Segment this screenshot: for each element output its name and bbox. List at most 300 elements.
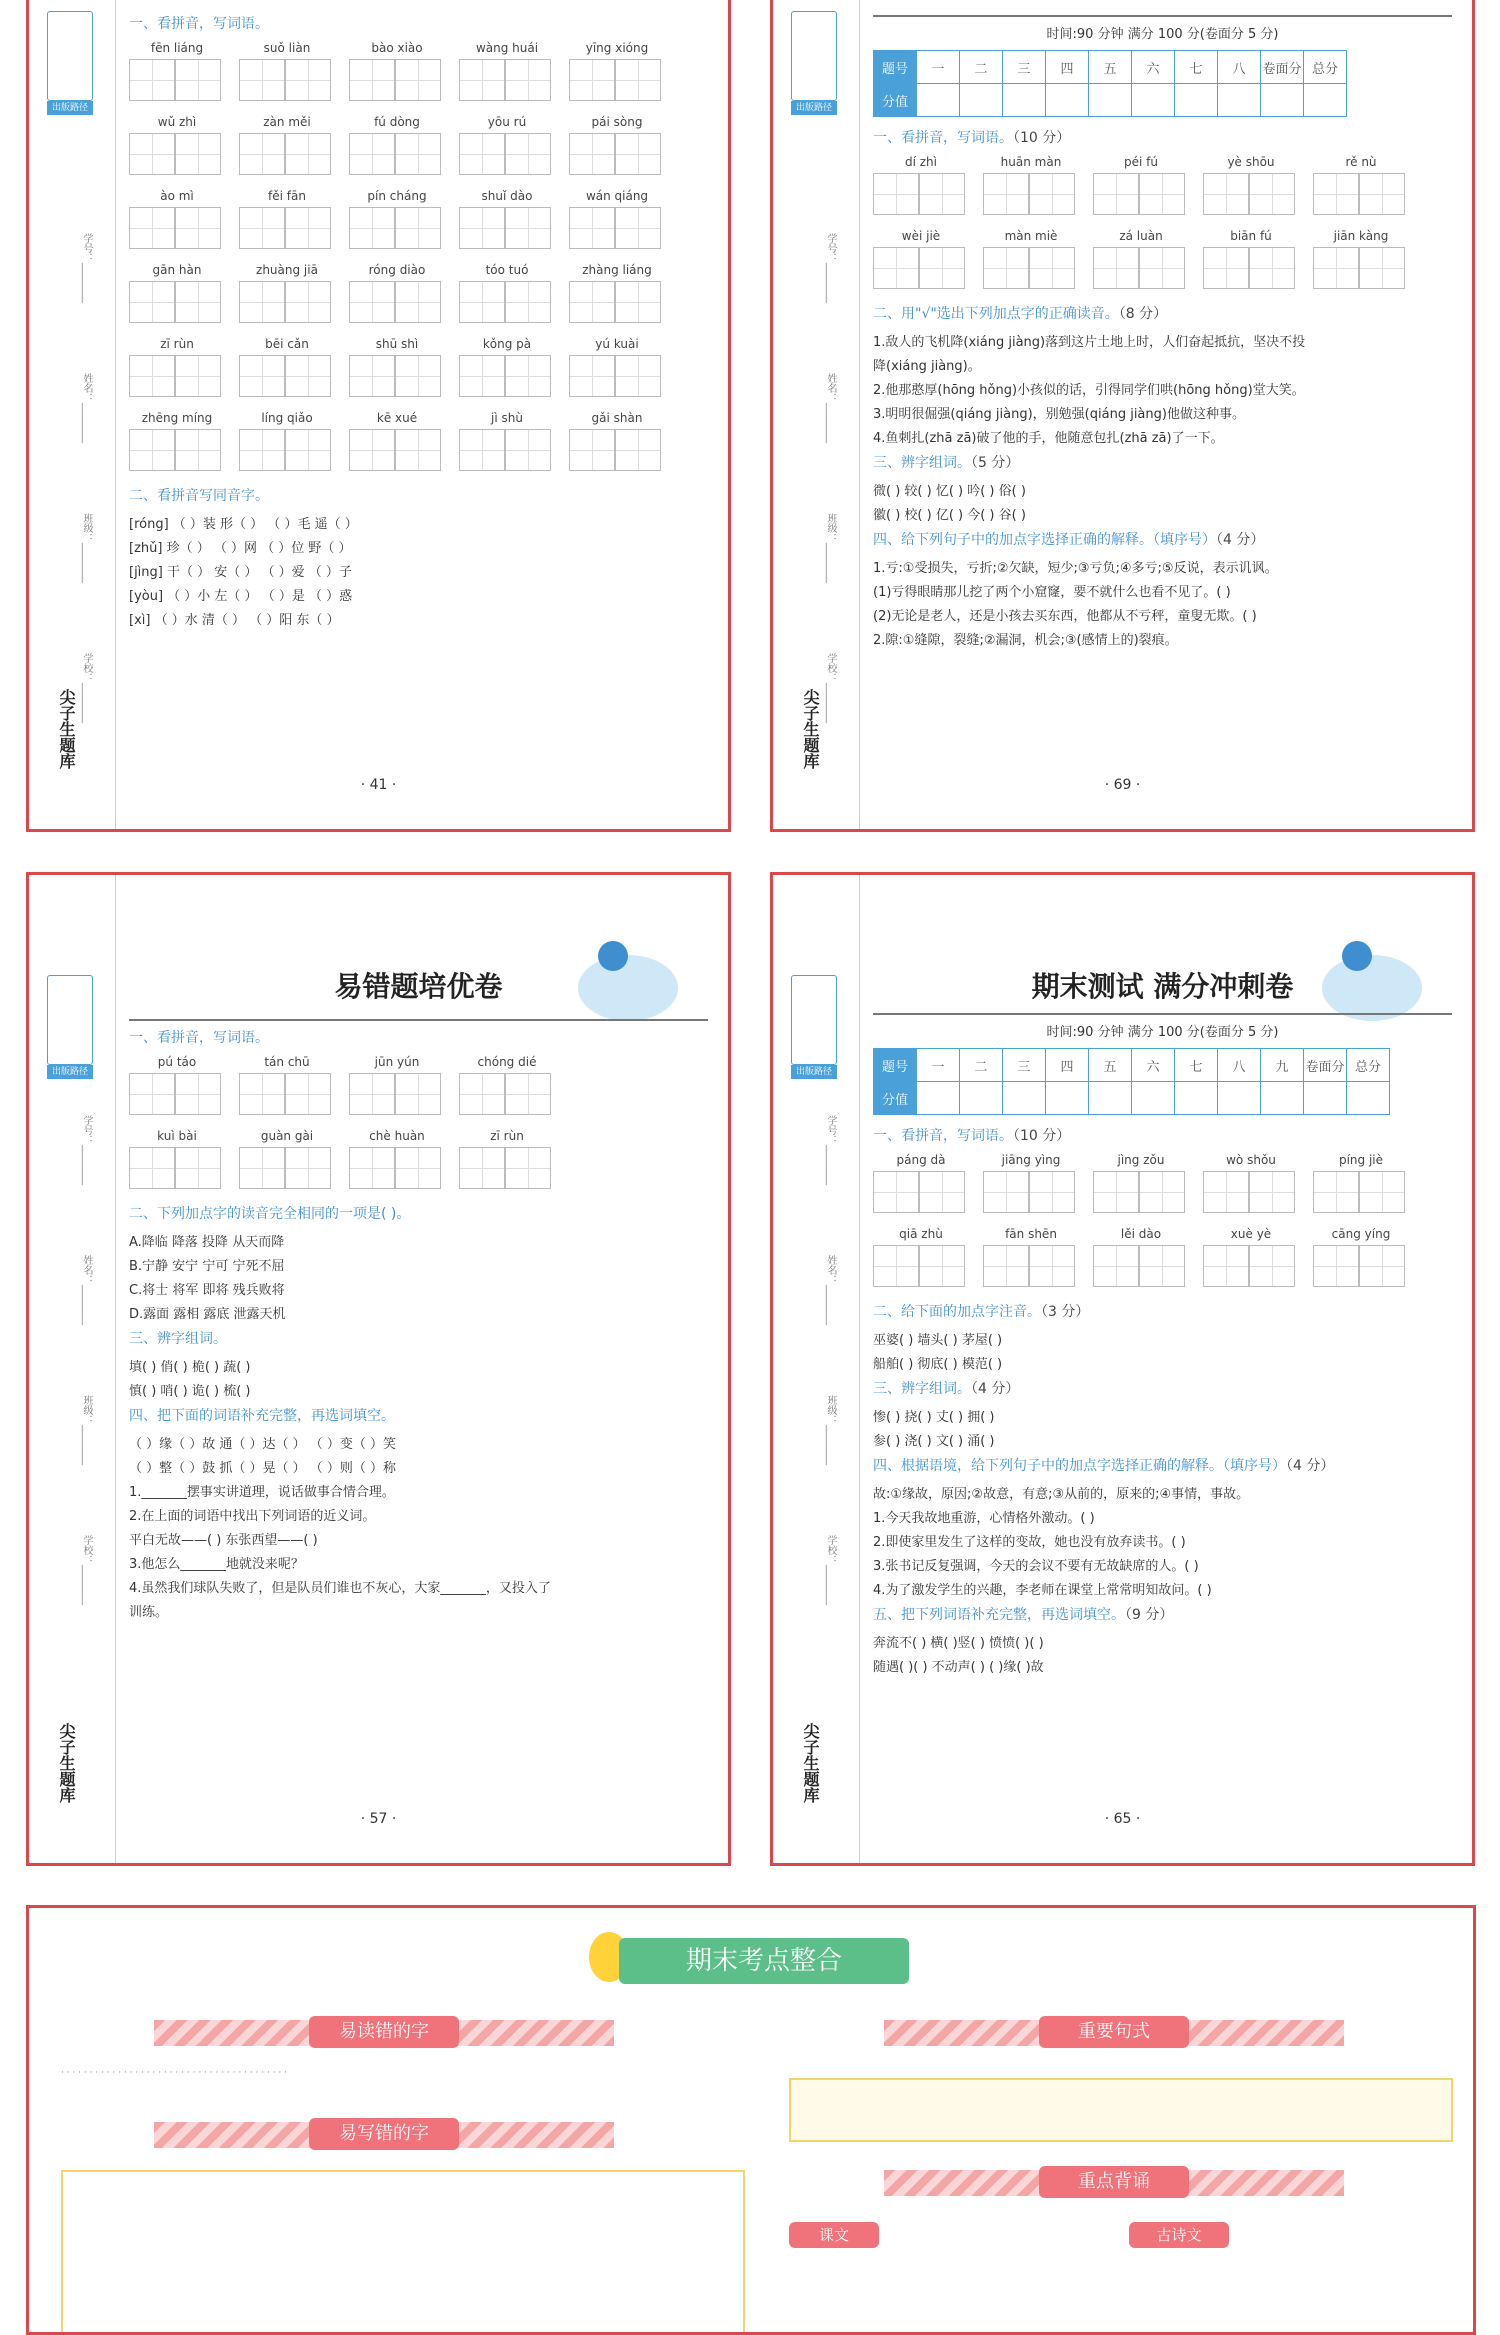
- pinyin-label: péi fú: [1124, 155, 1158, 169]
- spine-note-box: [791, 11, 837, 101]
- pinyin-label: lěi dào: [1120, 1227, 1162, 1241]
- pinyin-cell: [349, 1055, 445, 1115]
- writing-boxes[interactable]: [459, 133, 555, 175]
- pinyin-cell: [239, 1129, 335, 1189]
- question-line: 巫婆( ) 墙头( ) 茅屋( ): [873, 1333, 1003, 1348]
- spine-field-label: 学号：________: [81, 233, 92, 303]
- writing-boxes[interactable]: [349, 281, 445, 323]
- spine-brand: 尖子生题库: [57, 689, 76, 769]
- question-line: B.宁静 安宁 宁可 宁死不屈: [129, 1259, 285, 1274]
- writing-boxes[interactable]: [239, 1073, 335, 1115]
- word-group-lines: [129, 1356, 708, 1399]
- spine-brand: 尖子生题库: [801, 1723, 820, 1803]
- pinyin-label: bēi cǎn: [265, 337, 309, 351]
- pinyin-cell: [1313, 229, 1409, 289]
- score-header-cell: 五: [1089, 1049, 1132, 1082]
- writing-boxes[interactable]: [239, 281, 335, 323]
- writing-boxes[interactable]: [1203, 1171, 1299, 1213]
- score-value-cell[interactable]: [1003, 84, 1046, 117]
- question-line: 故:①缘故，原因;②故意，有意;③从前的，原来的;④事情，事故。: [873, 1487, 1250, 1502]
- score-value-cell[interactable]: [1132, 84, 1175, 117]
- pinyin-label: biān fú: [1230, 229, 1272, 243]
- score-header-cell: 卷面分: [1304, 1049, 1347, 1082]
- writing-boxes[interactable]: [239, 133, 335, 175]
- pinyin-cell: [239, 1055, 335, 1115]
- pinyin-cell: [239, 411, 335, 471]
- writing-boxes[interactable]: [239, 1147, 335, 1189]
- word-group-lines: [873, 1406, 1452, 1449]
- page-content: [873, 875, 1452, 1863]
- score-header-cell: 总分: [1347, 1049, 1390, 1082]
- pinyin-label: zhuàng jiā: [256, 263, 318, 277]
- score-header-cell: 八: [1218, 1049, 1261, 1082]
- score-header-cell: 四: [1046, 51, 1089, 84]
- writing-boxes[interactable]: [129, 355, 225, 397]
- tab-label: 课文: [789, 2222, 879, 2248]
- writing-boxes[interactable]: [983, 247, 1079, 289]
- writing-boxes[interactable]: [349, 207, 445, 249]
- question-line: [yòu] （ ）小 左（ ） （ ）是 （ ）惑: [129, 589, 353, 604]
- question-line: 微( ) 较( ) 忆( ) 吟( ) 俗( ): [873, 484, 1026, 499]
- score-header-cell: 七: [1175, 1049, 1218, 1082]
- pinyin-row: [129, 189, 708, 249]
- pinyin-label: fān shēn: [1005, 1227, 1057, 1241]
- question-line: 徽( ) 校( ) 亿( ) 今( ) 谷( ): [873, 508, 1026, 523]
- score-header-cell: 题号: [874, 1049, 917, 1082]
- section-heading: 一、看拼音，写词语。（10 分）: [873, 130, 1071, 146]
- writing-boxes[interactable]: [569, 281, 665, 323]
- pinyin-cell: [129, 263, 225, 323]
- worksheet-page-57: [26, 872, 731, 1866]
- pinyin-label: jiāng yìng: [1001, 1153, 1061, 1167]
- pinyin-cell: [459, 189, 555, 249]
- score-header-cell: 卷面分: [1261, 51, 1304, 84]
- page-number: · 41 ·: [360, 777, 397, 793]
- exam-header: 时间:90 分钟 满分 100 分(卷面分 5 分): [873, 15, 1452, 42]
- pinyin-cell: [459, 337, 555, 397]
- pinyin-row: [873, 1153, 1452, 1213]
- writing-boxes[interactable]: [1203, 173, 1299, 215]
- question-line: （ ）整（ ）鼓 抓（ ）晃（ ） （ ）则（ ）称: [129, 1461, 397, 1476]
- score-value-cell[interactable]: [1003, 1082, 1046, 1115]
- page-content: [129, 875, 708, 1863]
- score-value-cell[interactable]: [917, 1082, 960, 1115]
- writing-boxes[interactable]: [129, 59, 225, 101]
- pinyin-cell: [129, 1129, 225, 1189]
- score-header-cell: 一: [917, 51, 960, 84]
- question-line: 1.亏:①受损失，亏折;②欠缺，短少;③亏负;④多亏;⑤反说，表示讥讽。: [873, 561, 1278, 576]
- writing-boxes[interactable]: [569, 429, 665, 471]
- score-value-cell[interactable]: [1089, 84, 1132, 117]
- section-pill: 易写错的字: [309, 2118, 459, 2150]
- writing-boxes[interactable]: [459, 281, 555, 323]
- pinyin-label: suǒ liàn: [263, 41, 311, 55]
- section-heading: 五、把下列词语补充完整，再选词填空。（9 分）: [873, 1607, 1174, 1623]
- writing-boxes[interactable]: [569, 133, 665, 175]
- score-header-cell: 二: [960, 51, 1003, 84]
- pinyin-cell: [129, 411, 225, 471]
- spine-brand: 尖子生题库: [801, 689, 820, 769]
- question-line: 训练。: [129, 1605, 169, 1620]
- writing-boxes[interactable]: [349, 133, 445, 175]
- writing-boxes[interactable]: [239, 355, 335, 397]
- page-spine: [29, 0, 116, 829]
- pinyin-cell: [983, 1153, 1079, 1213]
- pinyin-label: jì shù: [491, 411, 523, 425]
- pinyin-label: wán qiáng: [585, 189, 649, 203]
- pinyin-cell: [239, 337, 335, 397]
- page-spine: [29, 875, 116, 1863]
- pinyin-cell: [983, 1227, 1079, 1287]
- question-line: 平白无故——( ) 东张西望——( ): [129, 1533, 318, 1548]
- score-value-cell[interactable]: [1046, 84, 1089, 117]
- table-box: [61, 2170, 745, 2335]
- spine-logo: 出版路径: [791, 101, 837, 115]
- writing-boxes[interactable]: [239, 207, 335, 249]
- pinyin-annotation-lines: [873, 1329, 1452, 1372]
- pinyin-cell: [1203, 1153, 1299, 1213]
- question-line: 填( ) 俏( ) 桅( ) 蔬( ): [129, 1360, 251, 1375]
- question-line: 1.今天我故地重游，心情格外激动。( ): [873, 1511, 1095, 1526]
- writing-boxes[interactable]: [983, 1245, 1079, 1287]
- score-header-cell: 一: [917, 1049, 960, 1082]
- score-value-cell[interactable]: [1304, 84, 1347, 117]
- pinyin-cell: [129, 1055, 225, 1115]
- writing-boxes[interactable]: [873, 1171, 969, 1213]
- section-heading: 一、看拼音，写词语。（10 分）: [873, 1128, 1071, 1144]
- writing-boxes[interactable]: [1093, 1171, 1189, 1213]
- pinyin-cell: [1203, 155, 1299, 215]
- pinyin-label: kuì bài: [157, 1129, 197, 1143]
- pinyin-cell: [873, 1227, 969, 1287]
- writing-boxes[interactable]: [459, 355, 555, 397]
- pinyin-cell: [129, 189, 225, 249]
- pinyin-cell: [349, 189, 445, 249]
- page-number: · 65 ·: [1104, 1811, 1141, 1827]
- writing-boxes[interactable]: [129, 133, 225, 175]
- spine-note-box: [47, 975, 93, 1065]
- section-heading: 三、辨字组词。: [129, 1331, 227, 1347]
- pinyin-label: wàng huái: [475, 41, 539, 55]
- pinyin-row: [873, 1227, 1452, 1287]
- pinyin-row: [129, 1055, 708, 1115]
- writing-boxes[interactable]: [873, 1245, 969, 1287]
- pinyin-label: shuǐ dào: [481, 189, 533, 203]
- score-header-cell: 三: [1003, 51, 1046, 84]
- pinyin-row: [129, 263, 708, 323]
- section-heading: 一、看拼音，写词语。: [129, 1030, 269, 1046]
- page-number: · 69 ·: [1104, 777, 1141, 793]
- pinyin-label: fú dòng: [374, 115, 420, 129]
- pinyin-cell: [873, 229, 969, 289]
- question-line: 3.他怎么_______地就没来呢？: [129, 1557, 304, 1572]
- writing-boxes[interactable]: [459, 429, 555, 471]
- pinyin-row: [873, 155, 1452, 215]
- section-heading: 四、给下列句子中的加点字选择正确的解释。（填序号）（4 分）: [873, 532, 1265, 548]
- meaning-lines: [873, 1483, 1452, 1598]
- worksheet-page-41: [26, 0, 731, 832]
- spine-field-label: 学号：________: [825, 233, 836, 303]
- writing-boxes[interactable]: [129, 207, 225, 249]
- pinyin-label: fēn liáng: [150, 41, 204, 55]
- writing-boxes[interactable]: [569, 355, 665, 397]
- pinyin-row: [129, 337, 708, 397]
- section-heading: 二、给下面的加点字注音。（3 分）: [873, 1304, 1090, 1320]
- pinyin-label: zhēng míng: [141, 411, 213, 425]
- pinyin-label: huān màn: [1000, 155, 1062, 169]
- pinyin-cell: [1093, 1153, 1189, 1213]
- choice-lines: [129, 1231, 708, 1322]
- score-header-cell: 三: [1003, 1049, 1046, 1082]
- word-group-lines: [873, 480, 1452, 523]
- spine-field-label: 学号：________: [825, 1115, 836, 1185]
- score-value-cell[interactable]: [1218, 84, 1261, 117]
- pinyin-cell: [459, 115, 555, 175]
- meaning-lines: [873, 557, 1452, 648]
- pinyin-cell: [459, 1129, 555, 1189]
- writing-boxes[interactable]: [349, 1147, 445, 1189]
- question-line: [jìng] 干（ ） 安（ ） （ ）爱 （ ）子: [129, 565, 352, 580]
- spine-field-label: 班级：________: [825, 1395, 836, 1465]
- question-line: 参( ) 浇( ) 文( ) 涌( ): [873, 1434, 995, 1449]
- pinyin-cell: [569, 337, 665, 397]
- score-value-cell[interactable]: [1175, 1082, 1218, 1115]
- pinyin-label: chóng dié: [477, 1055, 537, 1069]
- pinyin-cell: [239, 189, 335, 249]
- pinyin-label: xuè yè: [1230, 1227, 1272, 1241]
- writing-boxes[interactable]: [129, 429, 225, 471]
- fill-lines: [873, 1632, 1452, 1675]
- writing-boxes[interactable]: [1313, 1245, 1409, 1287]
- section-pill: 重要句式: [1039, 2016, 1189, 2048]
- section-heading: 二、看拼音写同音字。: [129, 488, 269, 504]
- question-line: [zhǔ] 珍（ ） （ ）网 （ ）位 野（ ）: [129, 541, 352, 556]
- writing-boxes[interactable]: [1093, 1245, 1189, 1287]
- spine-logo: 出版路径: [47, 1065, 93, 1079]
- spine-logo: 出版路径: [47, 101, 93, 115]
- section-pill: 重点背诵: [1039, 2166, 1189, 2198]
- score-value-cell[interactable]: [1132, 1082, 1175, 1115]
- page-spine: [773, 875, 860, 1863]
- score-value-cell[interactable]: [1046, 1082, 1089, 1115]
- pinyin-cell: [459, 41, 555, 101]
- tiny-text-block: · · · · · · · · · · · · · · · · · · · · · · · · · · · · · · · · · · · · · · · ·: [61, 2068, 288, 2078]
- writing-boxes[interactable]: [1313, 173, 1409, 215]
- writing-boxes[interactable]: [239, 59, 335, 101]
- score-value-cell[interactable]: [1261, 1082, 1304, 1115]
- pinyin-label: guàn gài: [260, 1129, 314, 1143]
- writing-boxes[interactable]: [459, 59, 555, 101]
- homophone-lines: [129, 513, 708, 628]
- pinyin-cell: [349, 115, 445, 175]
- question-line: 4.虽然我们球队失败了，但是队员们谁也不灰心，大家_______，又投入了: [129, 1581, 551, 1596]
- pinyin-label: rě nù: [1345, 155, 1377, 169]
- pinyin-cell: [129, 41, 225, 101]
- spine-field-label: 学号：________: [81, 1115, 92, 1185]
- writing-boxes[interactable]: [1093, 173, 1189, 215]
- pinyin-label: páng dà: [896, 1153, 946, 1167]
- writing-boxes[interactable]: [459, 1073, 555, 1115]
- pinyin-label: jìng zǒu: [1117, 1153, 1165, 1167]
- question-line: 1._______摆事实讲道理，说话做事合情合理。: [129, 1485, 395, 1500]
- writing-boxes[interactable]: [459, 207, 555, 249]
- pinyin-cell: [459, 263, 555, 323]
- score-header-cell: 四: [1046, 1049, 1089, 1082]
- pinyin-cell: [1313, 155, 1409, 215]
- writing-boxes[interactable]: [1203, 1245, 1299, 1287]
- question-line: 船舶( ) 彻底( ) 模范( ): [873, 1357, 1003, 1372]
- pinyin-cell: [239, 115, 335, 175]
- pinyin-label: shū shì: [375, 337, 419, 351]
- question-line: 2.在上面的词语中找出下列词语的近义词。: [129, 1509, 376, 1524]
- pinyin-cell: [873, 1153, 969, 1213]
- writing-boxes[interactable]: [1203, 247, 1299, 289]
- score-header-cell: 题号: [874, 51, 917, 84]
- section-heading: 四、根据语境，给下列句子中的加点字选择正确的解释。（填序号）（4 分）: [873, 1458, 1335, 1474]
- writing-boxes[interactable]: [1313, 247, 1409, 289]
- section-heading: 一、看拼音，写词语。: [129, 16, 269, 32]
- page-title: 期末测试 满分冲刺卷: [1031, 970, 1294, 1003]
- pinyin-label: tán chū: [264, 1055, 310, 1069]
- pinyin-label: màn miè: [1004, 229, 1058, 243]
- pinyin-grid: [129, 1055, 708, 1189]
- pinyin-label: gān hàn: [152, 263, 202, 277]
- writing-boxes[interactable]: [349, 355, 445, 397]
- writing-boxes[interactable]: [1093, 247, 1189, 289]
- section-heading: 二、用"√"选出下列加点字的正确读音。（8 分）: [873, 306, 1168, 322]
- writing-boxes[interactable]: [983, 173, 1079, 215]
- spine-field-label: 学校：________: [81, 1535, 92, 1605]
- writing-boxes[interactable]: [873, 173, 969, 215]
- pinyin-cell: [569, 115, 665, 175]
- pinyin-cell: [1093, 155, 1189, 215]
- spine-note-box: [47, 11, 93, 101]
- section-heading: 四、把下面的词语补充完整，再选词填空。: [129, 1408, 395, 1424]
- score-value-cell[interactable]: [917, 84, 960, 117]
- score-value-cell[interactable]: [1218, 1082, 1261, 1115]
- pinyin-grid: [873, 155, 1452, 289]
- pinyin-label: zī rùn: [160, 337, 194, 351]
- pinyin-label: róng diào: [368, 263, 426, 277]
- pinyin-label: dí zhì: [904, 155, 937, 169]
- writing-boxes[interactable]: [349, 1073, 445, 1115]
- pinyin-label: kǒng pà: [482, 337, 532, 351]
- question-line: 惨( ) 挠( ) 丈( ) 拥( ): [873, 1410, 995, 1425]
- section-heading: 二、下列加点字的读音完全相同的一项是( )。: [129, 1206, 411, 1222]
- pinyin-label: wǔ zhì: [157, 115, 197, 129]
- pinyin-grid: [129, 41, 708, 471]
- pinyin-cell: [129, 337, 225, 397]
- pinyin-label: tóo tuó: [485, 263, 529, 277]
- pinyin-label: wèi jiè: [901, 229, 941, 243]
- pinyin-label: jiān kàng: [1333, 229, 1389, 243]
- writing-boxes[interactable]: [129, 1147, 225, 1189]
- pinyin-label: zàn měi: [263, 115, 311, 129]
- pinyin-cell: [349, 1129, 445, 1189]
- score-value-cell[interactable]: [960, 84, 1003, 117]
- question-line: [xì] （ ）水 清（ ） （ ）阳 东（ ）: [129, 613, 340, 628]
- pinyin-label: zhàng liáng: [582, 263, 652, 277]
- pinyin-label: yōu rú: [487, 115, 527, 129]
- pinyin-label: pái sòng: [591, 115, 643, 129]
- writing-boxes[interactable]: [129, 281, 225, 323]
- score-value-cell[interactable]: [1347, 1082, 1390, 1115]
- score-value-cell: 分值: [874, 1082, 917, 1115]
- spine-field-label: 姓名：________: [825, 373, 836, 443]
- score-header-cell: 二: [960, 1049, 1003, 1082]
- score-value-cell[interactable]: [1304, 1082, 1347, 1115]
- writing-boxes[interactable]: [239, 429, 335, 471]
- score-header-cell: 八: [1218, 51, 1261, 84]
- writing-boxes[interactable]: [129, 1073, 225, 1115]
- question-line: 随遇( )( ) 不动声( ) ( )缘( )故: [873, 1660, 1044, 1675]
- pinyin-label: ào mì: [160, 189, 194, 203]
- score-table: [873, 50, 1347, 117]
- question-line: D.露面 露相 露底 泄露天机: [129, 1307, 286, 1322]
- pinyin-label: kē xué: [376, 411, 418, 425]
- score-value-cell[interactable]: [1089, 1082, 1132, 1115]
- pinyin-cell: [1313, 1227, 1409, 1287]
- writing-boxes[interactable]: [983, 1171, 1079, 1213]
- page-content: [873, 0, 1452, 829]
- writing-boxes[interactable]: [569, 207, 665, 249]
- page-title: 易错题培优卷: [334, 970, 503, 1003]
- spine-field-label: 姓名：________: [81, 1255, 92, 1325]
- score-value-cell[interactable]: [1261, 84, 1304, 117]
- question-line: (2)无论是老人，还是小孩去买东西，他都从不亏秤，童叟无欺。( ): [873, 609, 1257, 624]
- spine-field-label: 班级：________: [81, 1395, 92, 1465]
- question-line: 2.隙:①缝隙，裂缝;②漏洞，机会;③(感情上的)裂痕。: [873, 633, 1178, 648]
- pinyin-label: píng jiè: [1338, 1153, 1384, 1167]
- pinyin-label: qiā zhù: [899, 1227, 943, 1241]
- pinyin-cell: [873, 155, 969, 215]
- question-line: 3.明明很倔强(qiáng jiàng)，别勉强(qiáng jiàng)他做这种事。: [873, 407, 1245, 422]
- section-heading: 三、辨字组词。（5 分）: [873, 455, 1020, 471]
- pinyin-cell: [983, 229, 1079, 289]
- writing-boxes[interactable]: [459, 1147, 555, 1189]
- spine-note-box: [791, 975, 837, 1065]
- pinyin-cell: [349, 337, 445, 397]
- question-line: 3.张书记反复强调，今天的会议不要有无故缺席的人。( ): [873, 1559, 1199, 1574]
- summary-banner: 期末考点整合: [619, 1938, 909, 1984]
- question-line: C.将士 将军 即将 残兵败将: [129, 1283, 285, 1298]
- score-value-cell[interactable]: [1175, 84, 1218, 117]
- score-header-cell: 总分: [1304, 51, 1347, 84]
- score-value-cell[interactable]: [960, 1082, 1003, 1115]
- pinyin-row: [129, 115, 708, 175]
- reading-choice-lines: [873, 331, 1452, 446]
- writing-boxes[interactable]: [349, 429, 445, 471]
- writing-boxes[interactable]: [349, 59, 445, 101]
- pinyin-label: zī rùn: [490, 1129, 524, 1143]
- pinyin-cell: [129, 115, 225, 175]
- spine-brand: 尖子生题库: [57, 1723, 76, 1803]
- pinyin-cell: [569, 41, 665, 101]
- worksheet-page-69: [770, 0, 1475, 832]
- pinyin-label: gǎi shàn: [591, 411, 643, 425]
- pinyin-label: wò shǒu: [1226, 1153, 1276, 1167]
- pinyin-label: zá luàn: [1119, 229, 1163, 243]
- question-line: 2.他那憨厚(hōng hǒng)小孩似的话，引得同学们哄(hōng hǒng)堂大笑。: [873, 383, 1305, 398]
- writing-boxes[interactable]: [1313, 1171, 1409, 1213]
- writing-boxes[interactable]: [569, 59, 665, 101]
- page-content: [129, 0, 708, 829]
- pinyin-row: [129, 41, 708, 101]
- spine-field-label: 班级：________: [81, 513, 92, 583]
- writing-boxes[interactable]: [873, 247, 969, 289]
- section-heading: 三、辨字组词。（4 分）: [873, 1381, 1020, 1397]
- pinyin-label: yú kuài: [595, 337, 639, 351]
